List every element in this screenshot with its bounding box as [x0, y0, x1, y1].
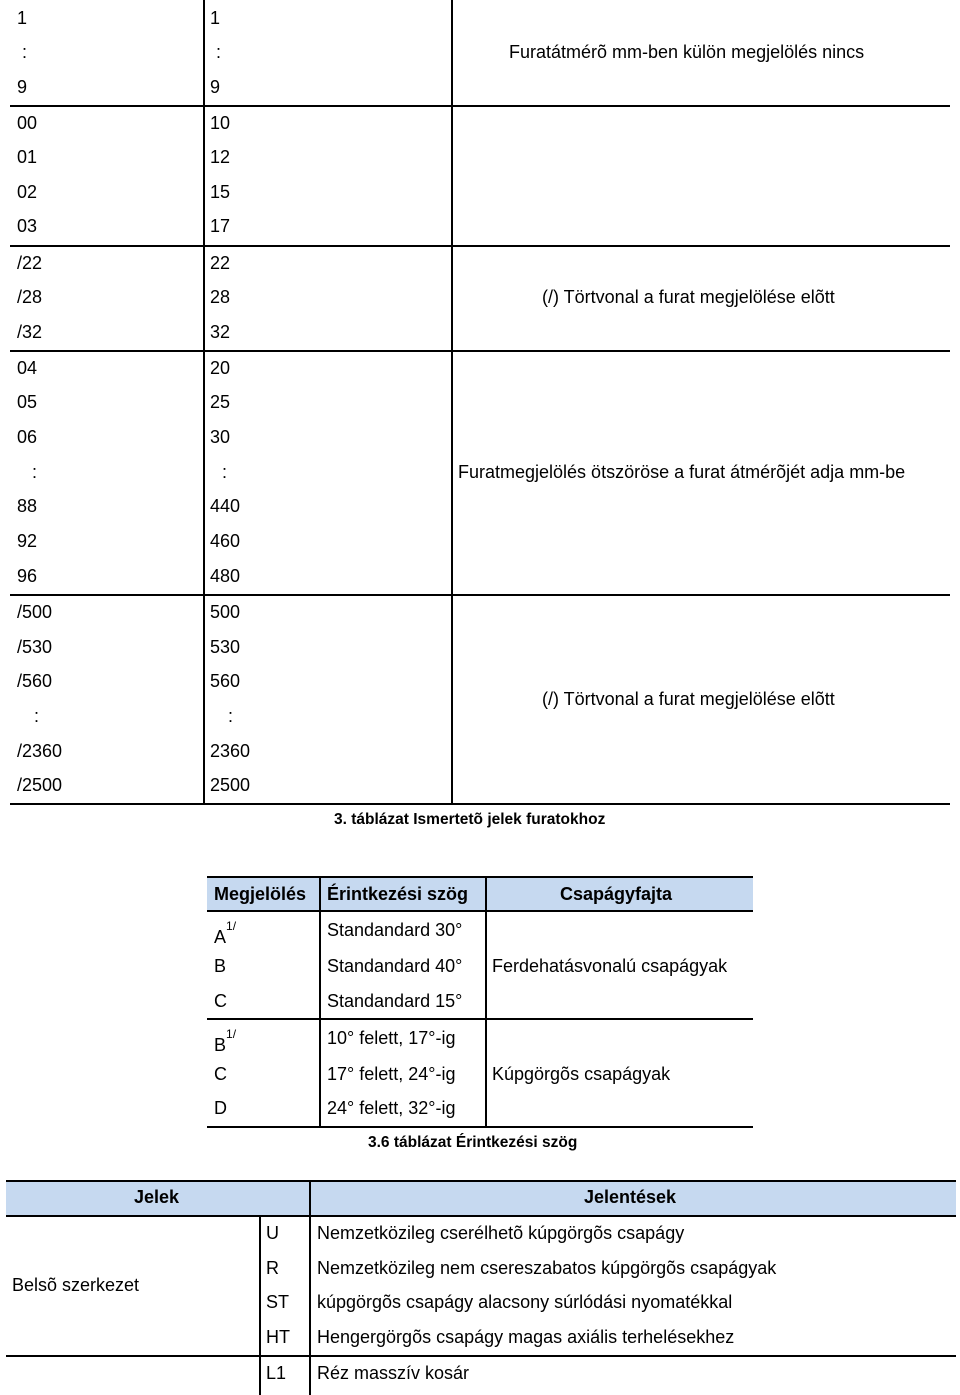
- meaning-cell: Furatátmérõ mm-ben külön megjelölés nincs: [509, 42, 865, 62]
- code-cell: /2360: [17, 741, 63, 761]
- diameter-cell: 15: [210, 182, 231, 202]
- column-divider: [319, 876, 321, 1128]
- row-separator: [10, 594, 950, 596]
- header-symbols: Jelek: [134, 1187, 180, 1207]
- code-cell: ST: [266, 1292, 290, 1312]
- bearing-type-cell: Kúpgörgõs csapágyak: [492, 1064, 671, 1084]
- code-cell: $A^{1/}$: [214, 919, 237, 947]
- code-cell: 03: [17, 216, 38, 236]
- code-cell: 9: [17, 77, 28, 97]
- column-divider: [451, 0, 453, 804]
- bearing-type-cell: Ferdehatásvonalú csapágyak: [492, 956, 728, 976]
- code-cell: :: [22, 42, 28, 62]
- column-divider: [259, 1215, 261, 1395]
- code-cell: C: [214, 1064, 227, 1084]
- code-cell: /560: [17, 671, 53, 691]
- code-cell: /22: [17, 253, 43, 273]
- code-cell: 02: [17, 182, 38, 202]
- code-cell: 96: [17, 566, 38, 586]
- code-cell: C: [214, 991, 227, 1011]
- code-cell: D: [214, 1098, 227, 1118]
- diameter-cell: 32: [210, 322, 231, 342]
- table-caption: 3. táblázat Ismertetõ jelek furatokhoz: [334, 811, 606, 828]
- code-cell: 92: [17, 531, 38, 551]
- code-cell: :: [34, 706, 40, 726]
- diameter-cell: 25: [210, 392, 231, 412]
- angle-cell: Standandard 15°: [327, 991, 463, 1011]
- code-cell: /32: [17, 322, 43, 342]
- meaning-cell: Réz masszív kosár: [317, 1363, 470, 1383]
- angle-cell: 24° felett, 32°-ig: [327, 1098, 456, 1118]
- diameter-cell: 460: [210, 531, 241, 551]
- diameter-cell: 12: [210, 147, 231, 167]
- diameter-cell: 9: [210, 77, 221, 97]
- code-cell: 06: [17, 427, 38, 447]
- code-cell: U: [266, 1223, 279, 1243]
- code-cell: 00: [17, 113, 38, 133]
- meaning-cell: (/) Törtvonal a furat megjelölése elõtt: [542, 287, 835, 307]
- column-divider: [203, 0, 205, 804]
- row-separator: [10, 105, 950, 107]
- meaning-cell: Nemzetközileg nem csereszabatos kúpgörgõs csapágyak: [317, 1258, 777, 1278]
- row-separator: [6, 1180, 956, 1182]
- diameter-cell: 1: [210, 8, 221, 28]
- code-cell: 01: [17, 147, 38, 167]
- row-separator: [10, 350, 950, 352]
- code-cell: 88: [17, 496, 38, 516]
- group-label: Belsõ szerkezet: [12, 1275, 140, 1295]
- code-cell: HT: [266, 1327, 290, 1347]
- diameter-cell: 22: [210, 253, 231, 273]
- diameter-cell: 10: [210, 113, 231, 133]
- diameter-cell: 2500: [210, 775, 251, 795]
- code-cell: 04: [17, 358, 38, 378]
- header-contact-angle: Érintkezési szög: [327, 884, 469, 904]
- row-separator: [207, 1018, 753, 1020]
- row-separator: [207, 910, 753, 912]
- row-separator: [10, 245, 950, 247]
- code-cell: /500: [17, 602, 53, 622]
- code-cell: 05: [17, 392, 38, 412]
- meaning-cell: Nemzetközileg cserélhetõ kúpgörgõs csapágy: [317, 1223, 685, 1243]
- diameter-cell: :: [222, 462, 228, 482]
- diameter-cell: 17: [210, 216, 231, 236]
- code-cell: L1: [266, 1363, 287, 1383]
- diameter-cell: 28: [210, 287, 231, 307]
- row-separator: [6, 1355, 956, 1357]
- row-separator: [207, 876, 753, 878]
- code-cell: B: [214, 956, 227, 976]
- diameter-cell: 30: [210, 427, 231, 447]
- code-cell: /530: [17, 637, 53, 657]
- angle-cell: 17° felett, 24°-ig: [327, 1064, 456, 1084]
- angle-cell: 10° felett, 17°-ig: [327, 1028, 456, 1048]
- diameter-cell: 530: [210, 637, 241, 657]
- row-separator: [207, 1126, 753, 1128]
- table-caption: 3.6 táblázat Érintkezési szög: [368, 1134, 578, 1151]
- meaning-cell: kúpgörgõs csapágy alacsony súrlódási nyomatékkal: [317, 1292, 733, 1312]
- diameter-cell: 2360: [210, 741, 251, 761]
- code-cell: /2500: [17, 775, 63, 795]
- code-cell: 1: [17, 8, 28, 28]
- row-separator: [6, 1215, 956, 1217]
- angle-cell: Standandard 30°: [327, 920, 463, 940]
- code-cell: $B^{1/}$: [214, 1027, 237, 1055]
- angle-cell: Standandard 40°: [327, 956, 463, 976]
- diameter-cell: 20: [210, 358, 231, 378]
- header-meanings: Jelentések: [584, 1187, 677, 1207]
- diameter-cell: :: [216, 42, 222, 62]
- code-cell: :: [32, 462, 38, 482]
- diameter-cell: :: [228, 706, 234, 726]
- header-designation: Megjelölés: [214, 884, 307, 904]
- diameter-cell: 440: [210, 496, 241, 516]
- code-cell: /28: [17, 287, 43, 307]
- code-cell: R: [266, 1258, 279, 1278]
- header-bearing-type: Csapágyfajta: [560, 884, 673, 904]
- meaning-cell: Hengergörgõs csapágy magas axiális terhelésekhez: [317, 1327, 735, 1347]
- column-divider: [309, 1180, 311, 1395]
- meaning-cell: Furatmegjelölés ötszöröse a furat átmérõjét adja mm-be: [458, 462, 906, 482]
- column-divider: [485, 876, 487, 1128]
- meaning-cell: (/) Törtvonal a furat megjelölése elõtt: [542, 689, 835, 709]
- row-separator: [10, 803, 950, 805]
- diameter-cell: 560: [210, 671, 241, 691]
- diameter-cell: 480: [210, 566, 241, 586]
- diameter-cell: 500: [210, 602, 241, 622]
